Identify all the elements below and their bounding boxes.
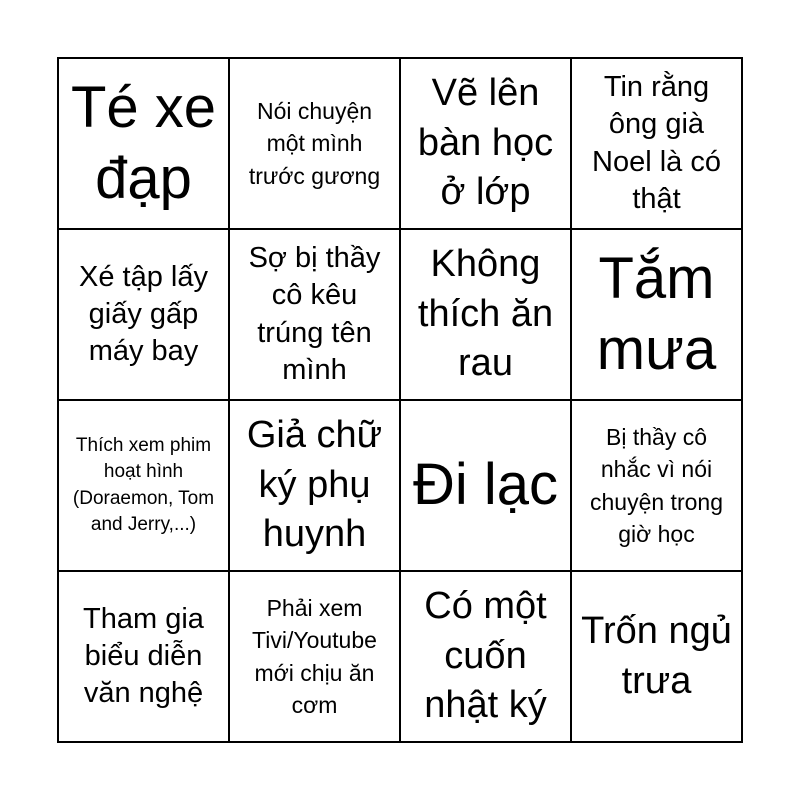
cell-text: Có một cuốn nhật ký	[424, 585, 547, 727]
cell-text: Vẽ lên bàn học ở lớp	[417, 72, 554, 214]
cell-text: Tin rằng ông già Noel là có thật	[592, 71, 721, 215]
bingo-cell-12[interactable]	[571, 400, 742, 571]
bingo-cell-7[interactable]	[400, 229, 571, 400]
cell-text: Phải xem Tivi/Youtube mới chịu ăn cơm	[252, 595, 377, 718]
cell-text: Trốn ngủ trưa	[581, 610, 732, 702]
cell-text: Đi lạc	[412, 452, 559, 518]
cell-text: Thích xem phim hoạt hình (Doraemon, Tom and Jerry,...)	[72, 435, 215, 535]
bingo-cell-1[interactable]	[58, 58, 229, 229]
bingo-cell-5[interactable]	[58, 229, 229, 400]
bingo-cell-11[interactable]	[400, 400, 571, 571]
cell-text: Bị thầy cô nhắc vì nói chuyện trong giờ học	[590, 424, 723, 547]
bingo-cell-4[interactable]	[571, 58, 742, 229]
bingo-cell-16[interactable]	[571, 571, 742, 742]
bingo-cell-6[interactable]	[229, 229, 400, 400]
bingo-cell-2[interactable]	[229, 58, 400, 229]
bingo-cell-13[interactable]	[58, 571, 229, 742]
bingo-board	[57, 57, 743, 743]
bingo-cell-15[interactable]	[400, 571, 571, 742]
bingo-cell-9[interactable]	[58, 400, 229, 571]
cell-text: Té xe đạp	[70, 74, 217, 211]
cell-text: Giả chữ ký phụ huynh	[246, 414, 383, 556]
bingo-cell-14[interactable]	[229, 571, 400, 742]
cell-text: Nói chuyện một mình trước gương	[248, 98, 381, 189]
bingo-cell-3[interactable]	[400, 58, 571, 229]
cell-text: Tham gia biểu diễn văn nghệ	[83, 602, 204, 710]
cell-text: Sợ bị thầy cô kêu trúng tên mình	[248, 242, 381, 386]
cell-text: Không thích ăn rau	[417, 243, 554, 385]
bingo-cell-8[interactable]	[571, 229, 742, 400]
cell-text: Tắm mưa	[596, 245, 717, 382]
bingo-cell-10[interactable]	[229, 400, 400, 571]
cell-text: Xé tập lấy giấy gấp máy bay	[79, 260, 208, 368]
